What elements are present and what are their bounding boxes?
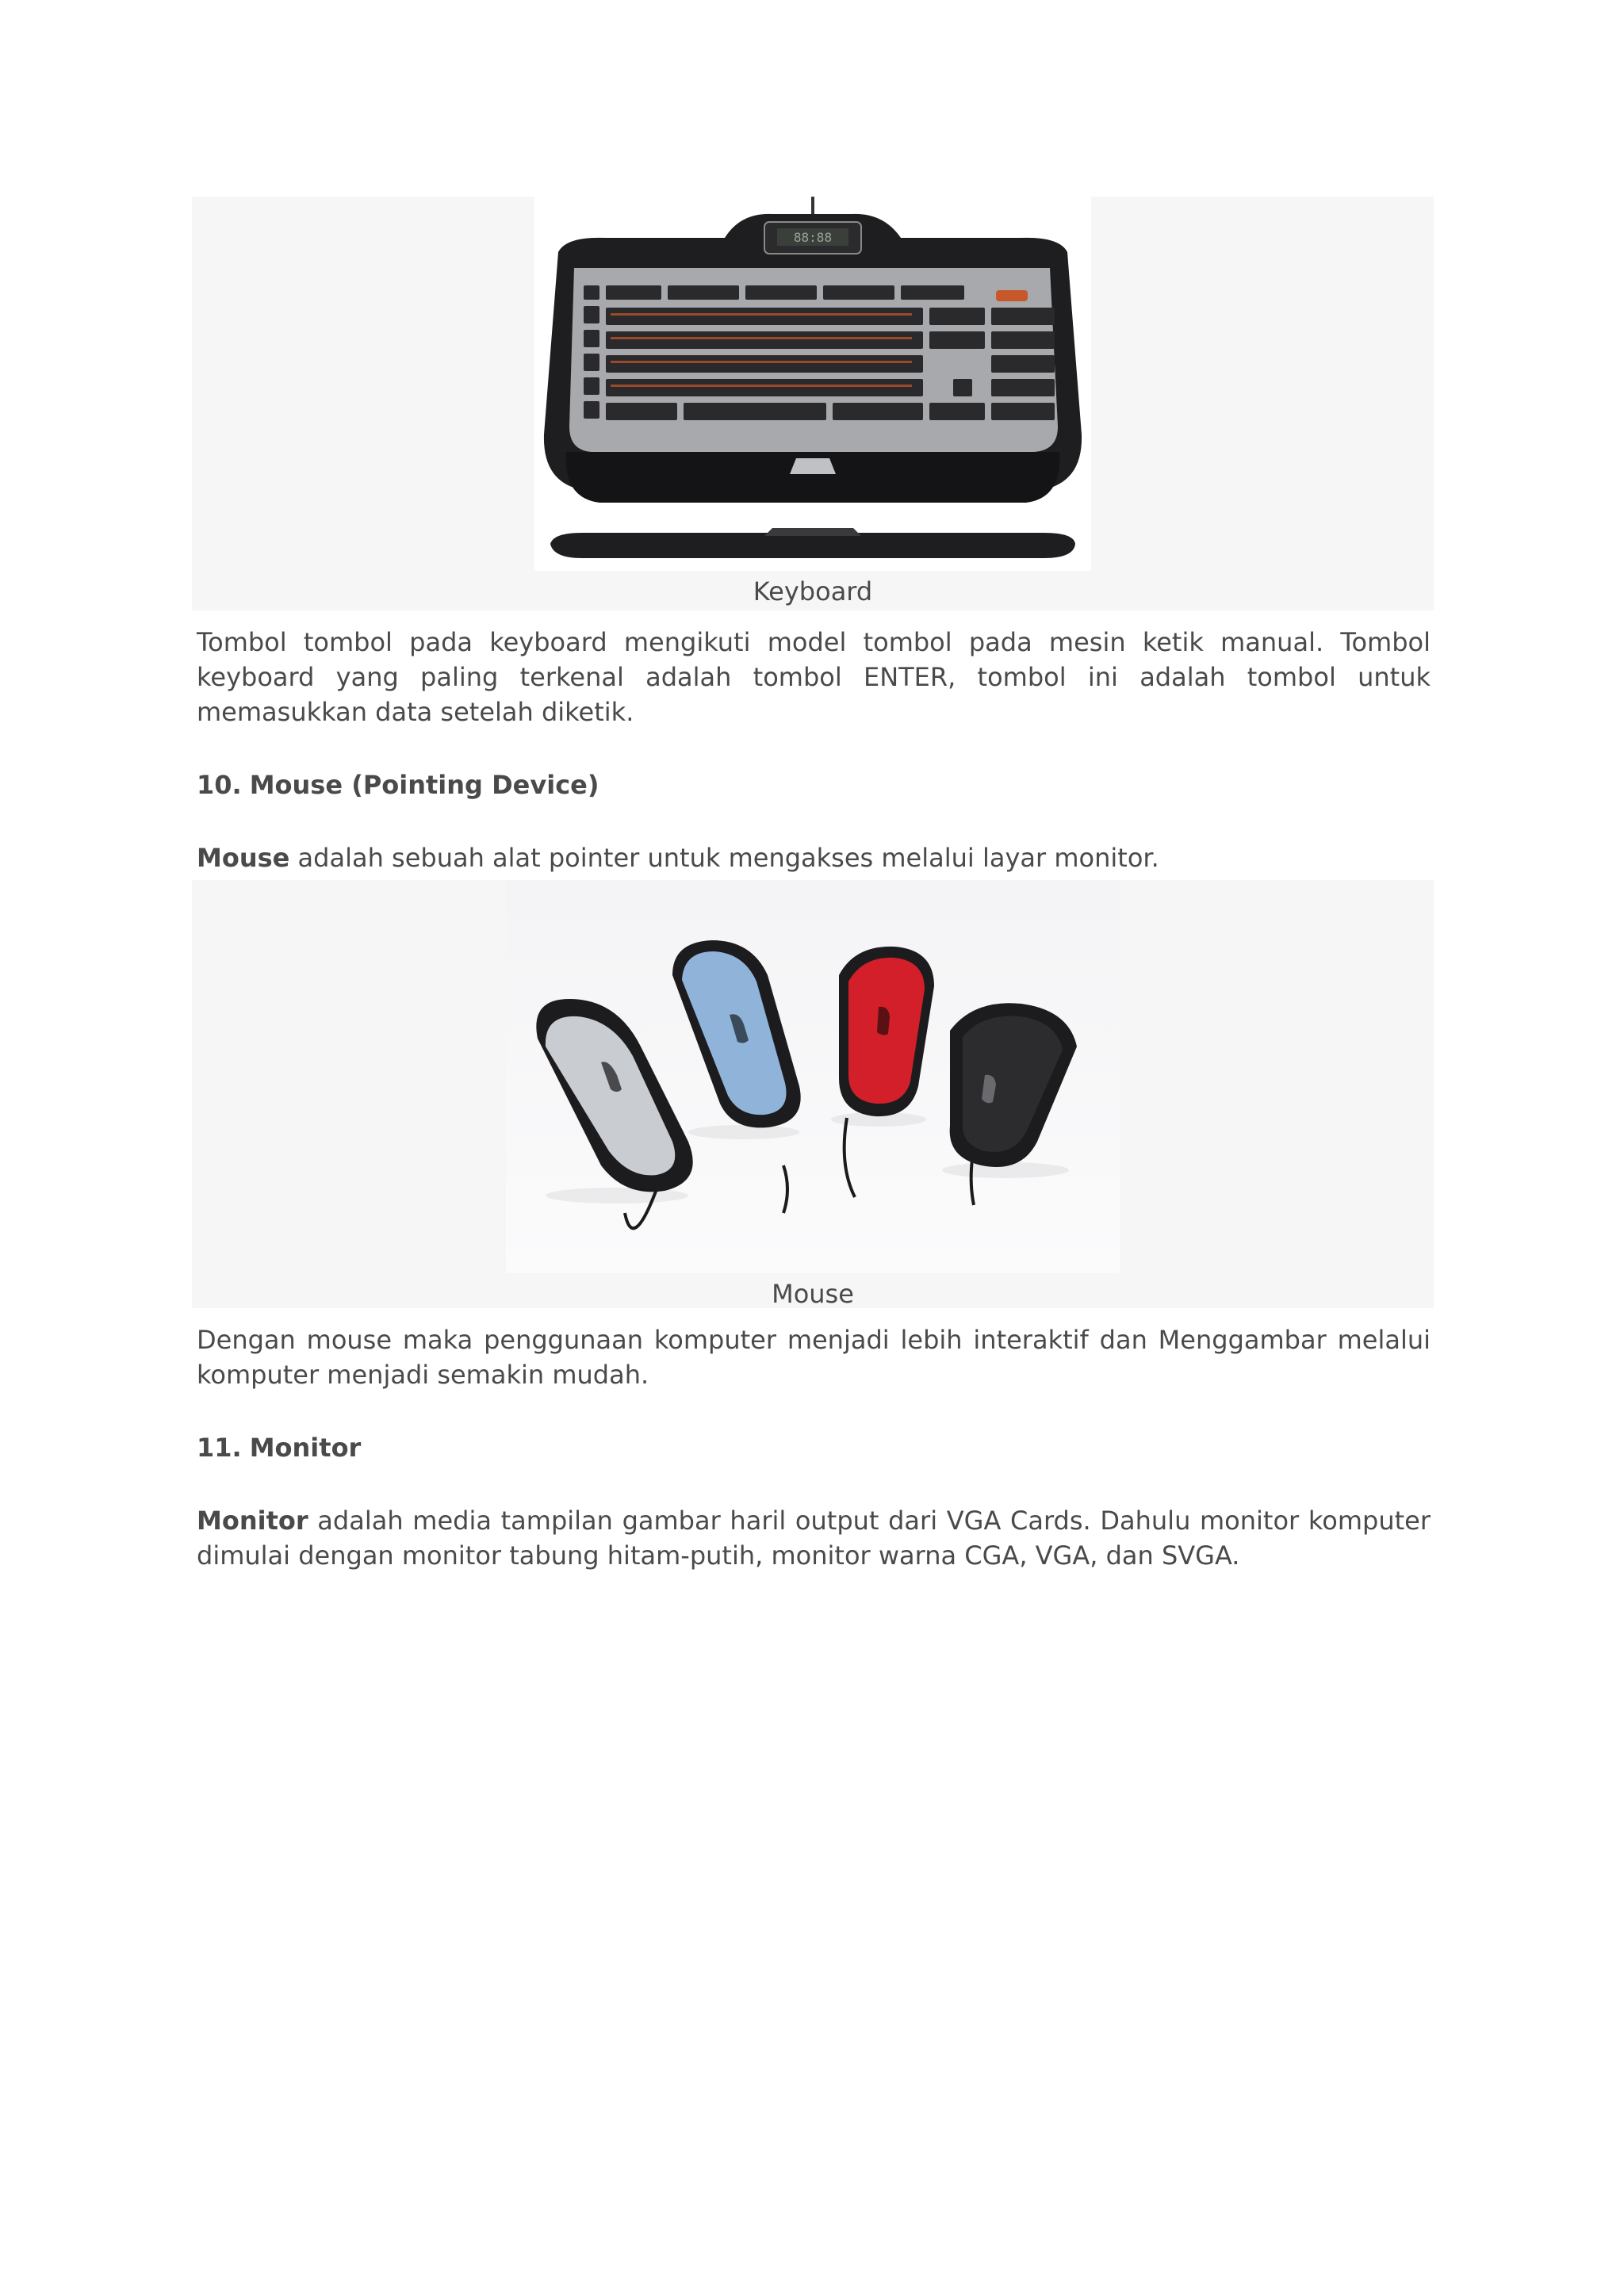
lcd-text: 88:88 [793,230,833,245]
monitor-definition [197,1503,1431,1573]
mouse-caption: Mouse [772,1279,854,1309]
monitor-section-number: 11. [197,1433,242,1463]
mouse-section-heading [197,767,1431,802]
mouse-image [506,880,1120,1273]
monitor-definition-text: adalah media tampilan gambar haril output dari VGA Cards. Dahulu monitor komputer dimulai dengan monitor tabung hitam-putih, monitor warna CGA, VGA, dan SVGA. [197,1506,1431,1571]
monitor-term: Monitor [197,1506,308,1536]
document-page [197,197,1431,1573]
mouse-paragraph: Dengan mouse maka penggunaan komputer menjadi lebih interaktif dan Menggambar melalui komputer menjadi semakin mudah. [197,1325,1431,1390]
mouse-figure [192,880,1434,1308]
keyboard-paragraph: Tombol tombol pada keyboard mengikuti model tombol pada mesin ketik manual. Tombol keyboard yang paling terkenal adalah tombol ENTER, tombol ini adalah tombol untuk memasukkan data setelah diketik. [197,627,1431,727]
keyboard-photo-icon [534,197,1091,571]
keyboard-caption: Keyboard [753,576,873,607]
monitor-section-title: Monitor [249,1433,362,1463]
mouse-term: Mouse [197,843,290,873]
keyboard-figure [192,197,1434,610]
keyboard-image [534,197,1091,571]
mouse-section-title: Mouse (Pointing Device) [249,770,599,800]
mouse-photo-icon [506,880,1120,1273]
mouse-section-number: 10. [197,770,242,800]
mouse-definition [197,840,1431,875]
monitor-section-heading [197,1430,1431,1465]
mouse-definition-text: adalah sebuah alat pointer untuk mengakses melalui layar monitor. [289,843,1159,873]
